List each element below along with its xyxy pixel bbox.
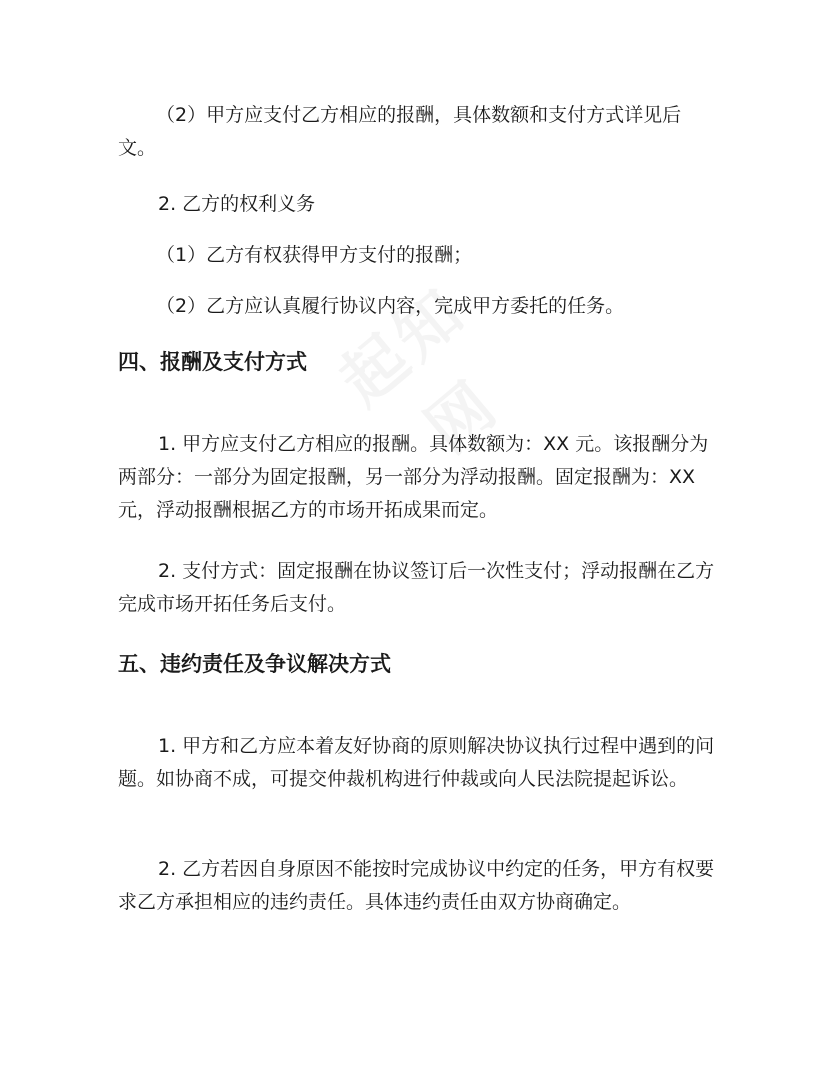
section-heading-payment: 四、报酬及支付方式 xyxy=(118,350,307,374)
paragraph-party-b-right-1: （1）乙方有权获得甲方支付的报酬； xyxy=(156,244,473,266)
paragraph-payment-method: 2. 支付方式：固定报酬在协议签订后一次性支付；浮动报酬在乙方完成市场开拓任务后支付。 xyxy=(118,560,715,615)
paragraph-party-b-duty-2: （2）乙方应认真履行协议内容，完成甲方委托的任务。 xyxy=(156,295,625,317)
paragraph-party-a-payment: （2）甲方应支付乙方相应的报酬，具体数额和支付方式详见后文。 xyxy=(118,104,682,159)
section-heading-breach: 五、违约责任及争议解决方式 xyxy=(118,652,391,676)
paragraph-breach-liability: 2. 乙方若因自身原因不能按时完成协议中约定的任务，甲方有权要求乙方承担相应的违约责任。具体违约责任由双方协商确定。 xyxy=(118,858,715,913)
paragraph-party-b-rights-title: 2. 乙方的权利义务 xyxy=(158,193,316,215)
paragraph-payment-amount: 1. 甲方应支付乙方相应的报酬。具体数额为：XX 元。该报酬分为两部分：一部分为固定报酬，另一部分为浮动报酬。固定报酬为：XX 元，浮动报酬根据乙方的市场开拓成果而定。 xyxy=(118,433,709,521)
paragraph-dispute-resolution: 1. 甲方和乙方应本着友好协商的原则解决协议执行过程中遇到的问题。如协商不成，可提交仲裁机构进行仲裁或向人民法院提起诉讼。 xyxy=(118,735,715,790)
